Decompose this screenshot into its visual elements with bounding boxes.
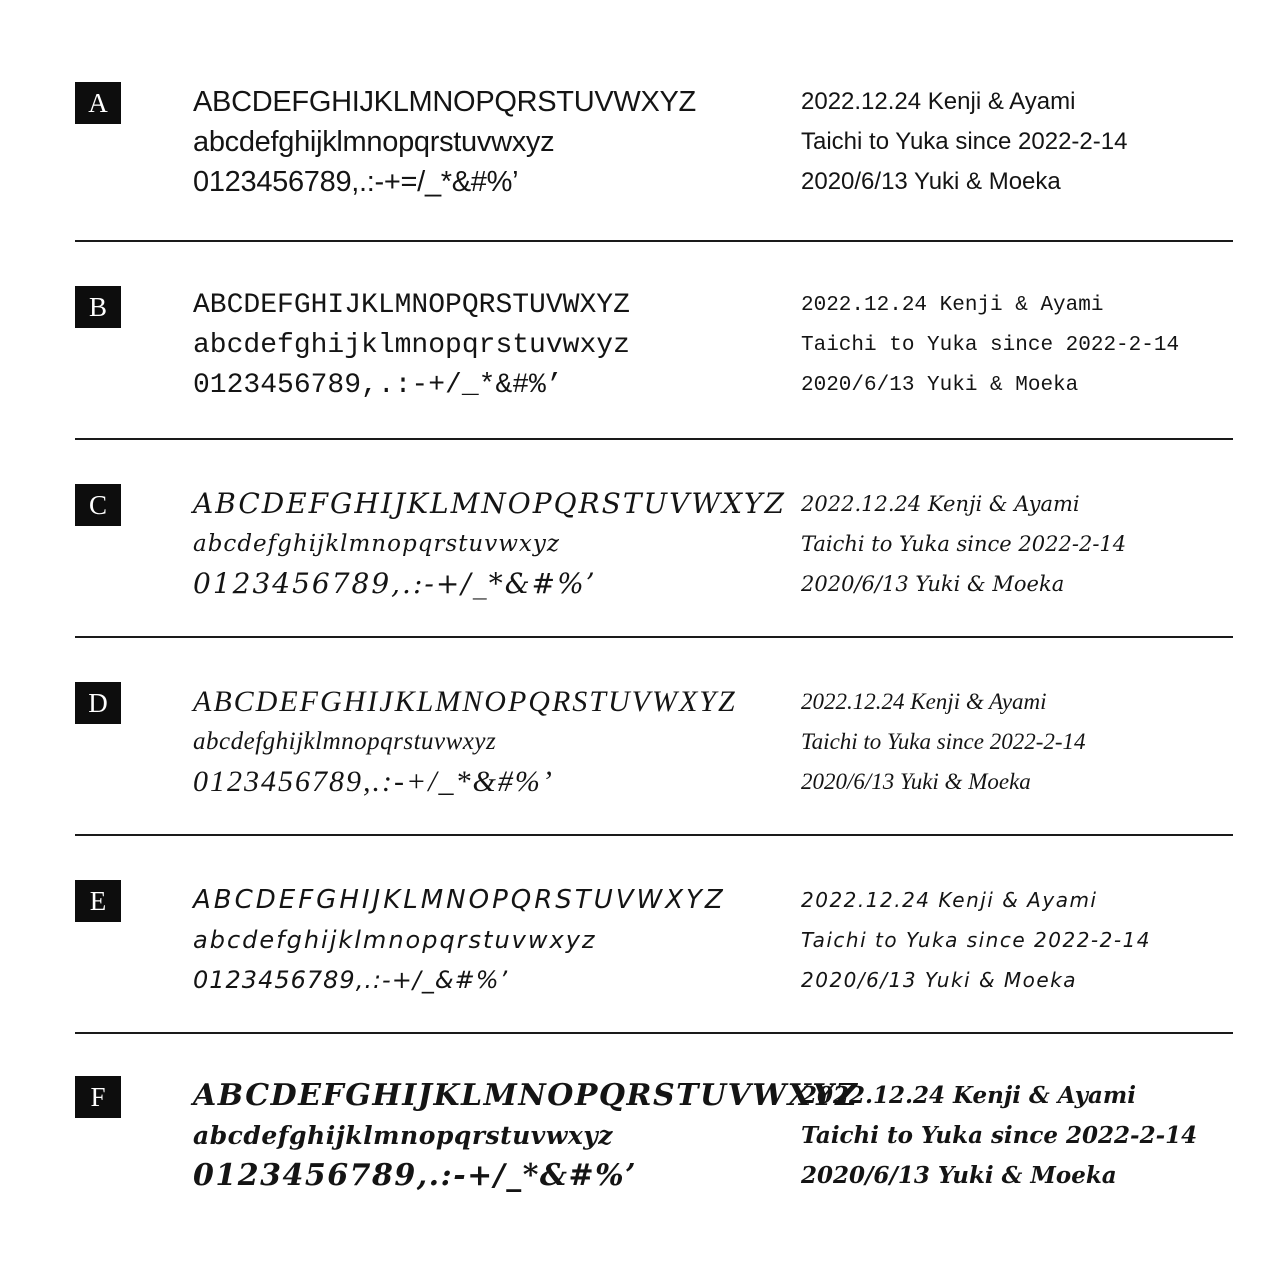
uppercase-sample: ABCDEFGHIJKLMNOPQRSTUVWXYZ [193, 685, 737, 718]
lowercase-sample: abcdefghijklmnopqrstuvwxyz [193, 126, 555, 158]
numerals-sample: 0123456789,.:-+/_&#%’ [193, 966, 509, 994]
engraving-example-c [801, 484, 1233, 604]
example-line: 2022.12.24 Kenji & Ayami [801, 888, 1098, 912]
font-samples-e [193, 880, 801, 1000]
example-line: Taichi to Yuka since 2022-2-14 [801, 729, 1086, 754]
font-row-a [75, 0, 1233, 240]
example-line: 2022.12.24 Kenji & Ayami [801, 294, 1104, 317]
engraving-example-b [801, 286, 1233, 406]
font-samples-b [193, 286, 801, 406]
uppercase-sample: ABCDEFGHIJKLMNOPQRSTUVWXYZ [193, 885, 726, 915]
lowercase-sample: abcdefghijklmnopqrstuvwxyz [193, 531, 561, 557]
example-line: 2020/6/13 Yuki & Moeka [801, 168, 1061, 195]
example-line: 2022.12.24 Kenji & Ayami [801, 689, 1047, 714]
font-row-b [75, 240, 1233, 438]
example-line: 2020/6/13 Yuki & Moeka [801, 769, 1031, 794]
lowercase-sample: abcdefghijklmnopqrstuvwxyz [193, 728, 497, 755]
font-label-letter: E [89, 885, 107, 916]
font-label-letter: C [88, 489, 107, 520]
example-line: Taichi to Yuka since 2022-2-14 [801, 334, 1180, 357]
example-line: 2022.12.24 Kenji & Ayami [801, 1082, 1136, 1109]
uppercase-sample: ABCDEFGHIJKLMNOPQRSTUVWXYZ [193, 290, 630, 321]
numerals-sample: 0123456789,.:-+/_*&#%’ [193, 765, 554, 798]
font-samples-a [193, 82, 801, 202]
example-line: Taichi to Yuka since 2022-2-14 [801, 928, 1152, 952]
example-line: Taichi to Yuka since 2022-2-14 [801, 532, 1127, 556]
example-line: 2022.12.24 Kenji & Ayami [801, 88, 1076, 115]
font-samples-d [193, 682, 801, 802]
example-line: 2020/6/13 Yuki & Moeka [801, 572, 1065, 596]
font-row-c [75, 438, 1233, 636]
numerals-sample: 0123456789,.:-+=/_*&#%’ [193, 166, 519, 198]
font-row-d [75, 636, 1233, 834]
font-samples-c [193, 484, 801, 604]
engraving-example-d [801, 682, 1233, 802]
font-label-badge-a [75, 82, 121, 124]
font-label-letter: B [88, 291, 107, 322]
engraving-example-f [801, 1076, 1233, 1196]
example-line: 2020/6/13 Yuki & Moeka [801, 1162, 1117, 1189]
font-samples-f [193, 1076, 859, 1196]
engraving-example-a [801, 82, 1233, 202]
font-label-badge-e [75, 880, 121, 922]
font-label-letter: F [90, 1081, 106, 1112]
example-line: 2020/6/13 Yuki & Moeka [801, 374, 1079, 397]
font-label-badge-c [75, 484, 121, 526]
font-label-badge-b [75, 286, 121, 328]
numerals-sample: 0123456789,.:-+/_*&#%’ [193, 567, 597, 600]
example-line: Taichi to Yuka since 2022-2-14 [801, 1122, 1198, 1149]
example-line: 2022.12.24 Kenji & Ayami [801, 492, 1080, 516]
uppercase-sample: ABCDEFGHIJKLMNOPQRSTUVWXYZ [193, 86, 696, 118]
lowercase-sample: abcdefghijklmnopqrstuvwxyz [193, 926, 597, 954]
font-label-badge-d [75, 682, 121, 724]
example-line: Taichi to Yuka since 2022-2-14 [801, 128, 1128, 155]
example-line: 2020/6/13 Yuki & Moeka [801, 968, 1078, 992]
lowercase-sample: abcdefghijklmnopqrstuvwxyz [193, 1121, 613, 1150]
numerals-sample: 0123456789,.:-+/_*&#%’ [193, 370, 563, 401]
font-label-badge-f [75, 1076, 121, 1118]
engraving-example-e [801, 880, 1233, 1000]
font-label-letter: A [88, 87, 108, 118]
font-row-f [75, 1032, 1233, 1274]
font-label-letter: D [88, 687, 108, 718]
uppercase-sample: ABCDEFGHIJKLMNOPQRSTUVWXYZ [193, 487, 786, 520]
uppercase-sample: ABCDEFGHIJKLMNOPQRSTUVWXYZ [193, 1078, 859, 1113]
font-row-e [75, 834, 1233, 1032]
lowercase-sample: abcdefghijklmnopqrstuvwxyz [193, 330, 630, 361]
numerals-sample: 0123456789,.:-+/_*&#%’ [193, 1158, 638, 1193]
